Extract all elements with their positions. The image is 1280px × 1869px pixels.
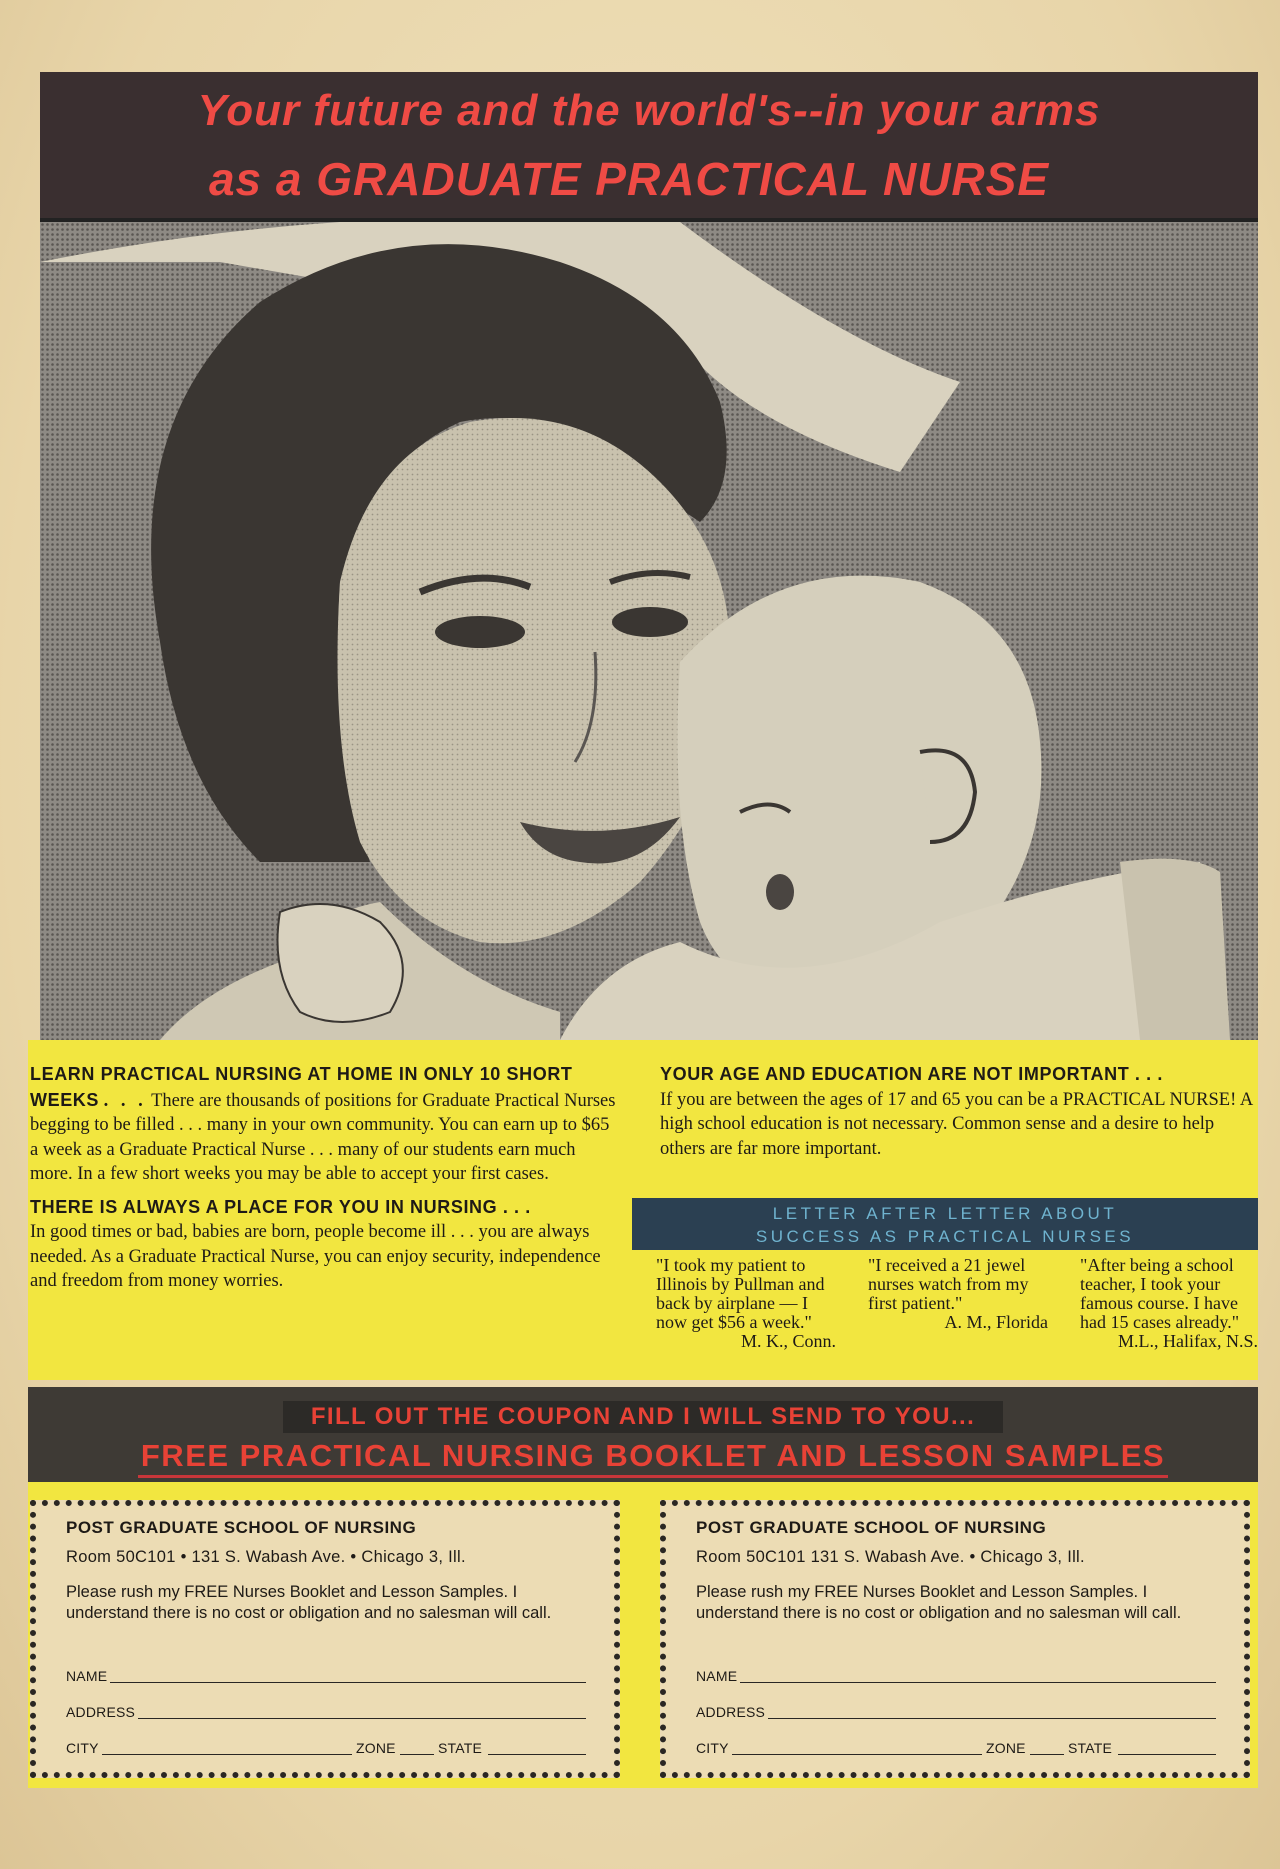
name-label: NAME xyxy=(66,1668,108,1684)
heading-always-a-place: THERE IS ALWAYS A PLACE FOR YOU IN NURSING . . . xyxy=(30,1196,531,1217)
city-zone-state-field[interactable] xyxy=(696,1736,1216,1758)
state-label: STATE xyxy=(1068,1740,1113,1756)
testimonial xyxy=(1080,1256,1258,1351)
testimonial-author: A. M., Florida xyxy=(944,1312,1048,1332)
address-field[interactable] xyxy=(696,1700,1216,1722)
paragraph-home-study-text: There are thousands of positions for Graduate Practical Nurses begging to be filled . . . many in your own community. You can earn up to $65 a week as a Graduate Practical Nurse . . . many of our students earn much more. In a few short weeks you may be able to accept your first cases. xyxy=(30,1090,616,1184)
coupon-banner-line-1: FILL OUT THE COUPON AND I WILL SEND TO YOU... xyxy=(283,1401,1003,1433)
testimonial-quote: "I received a 21 jewel nurses watch from my first patient." xyxy=(868,1255,1029,1313)
coupon-banner xyxy=(28,1387,1258,1482)
name-label: NAME xyxy=(696,1668,738,1684)
coupon-school-name: POST GRADUATE SCHOOL OF NURSING xyxy=(696,1518,1047,1537)
testimonials xyxy=(656,1256,1258,1376)
heading-age-education: YOUR AGE AND EDUCATION ARE NOT IMPORTANT . . . xyxy=(660,1064,1163,1084)
heading-learn-practical-nursing: LEARN PRACTICAL NURSING AT HOME IN ONLY 10 SHORT WEEKS xyxy=(30,1064,573,1110)
testimonial-quote: "After being a school teacher, I took your famous course. I have had 15 cases already." xyxy=(1080,1255,1240,1332)
name-field[interactable] xyxy=(66,1664,586,1686)
testimonial-author: M.L., Halifax, N.S. xyxy=(1118,1331,1258,1351)
paragraph-always-a-place-text: In good times or bad, babies are born, people become ill . . . you are always needed. As a Graduate Practical Nurse, you can enjoy security, independence and freedom from money worries. xyxy=(30,1222,601,1291)
testimonial xyxy=(868,1256,1048,1332)
address-label: ADDRESS xyxy=(66,1704,136,1720)
city-zone-state-field[interactable] xyxy=(66,1736,586,1758)
coupon-body: Please rush my FREE Nurses Booklet and Lesson Samples. I understand there is no cost or obligation and no salesman will call. xyxy=(696,1583,1182,1622)
city-label: CITY xyxy=(66,1740,99,1756)
ellipsis: . . . xyxy=(103,1090,147,1111)
coupon-form-left[interactable] xyxy=(30,1500,620,1778)
nurse-baby-illustration xyxy=(40,222,1258,1040)
coupon-form-right[interactable] xyxy=(660,1500,1250,1778)
testimonial-quote: "I took my patient to Illinois by Pullman and back by airplane — I now get $56 a week." xyxy=(656,1255,825,1332)
coupon-banner-line-2: FREE PRACTICAL NURSING BOOKLET AND LESSON SAMPLES xyxy=(138,1437,1168,1478)
headline-line-1: Your future and the world's--in your arms xyxy=(197,86,1101,135)
headline-banner xyxy=(40,72,1258,222)
testimonial-author: M. K., Conn. xyxy=(740,1331,836,1351)
testimonial xyxy=(656,1256,836,1351)
headline-line-2: as a GRADUATE PRACTICAL NURSE xyxy=(208,153,1050,205)
letters-banner xyxy=(632,1198,1258,1250)
address-field[interactable] xyxy=(66,1700,586,1722)
left-column xyxy=(30,1062,620,1294)
right-column xyxy=(660,1062,1256,1161)
city-label: CITY xyxy=(696,1740,729,1756)
coupon-address: Room 50C101 • 131 S. Wabash Ave. • Chicago 3, Ill. xyxy=(66,1548,466,1566)
coupon-address: Room 50C101 131 S. Wabash Ave. • Chicago 3, Ill. xyxy=(696,1548,1085,1566)
paragraph-age-education-text: If you are between the ages of 17 and 65 you can be a PRACTICAL NURSE! A high school education is not necessary. Common sense and a desire to help others are far more important. xyxy=(660,1089,1253,1159)
name-field[interactable] xyxy=(696,1664,1216,1686)
state-label: STATE xyxy=(438,1740,483,1756)
coupon-body: Please rush my FREE Nurses Booklet and Lesson Samples. I understand there is no cost or obligation and no salesman will call. xyxy=(66,1583,552,1622)
coupon-school-name: POST GRADUATE SCHOOL OF NURSING xyxy=(66,1518,417,1537)
address-label: ADDRESS xyxy=(696,1704,766,1720)
letters-banner-line-1: LETTER AFTER LETTER ABOUT xyxy=(772,1204,1118,1223)
zone-label: ZONE xyxy=(356,1740,396,1756)
zone-label: ZONE xyxy=(986,1740,1026,1756)
letters-banner-line-2: SUCCESS AS PRACTICAL NURSES xyxy=(755,1227,1135,1246)
